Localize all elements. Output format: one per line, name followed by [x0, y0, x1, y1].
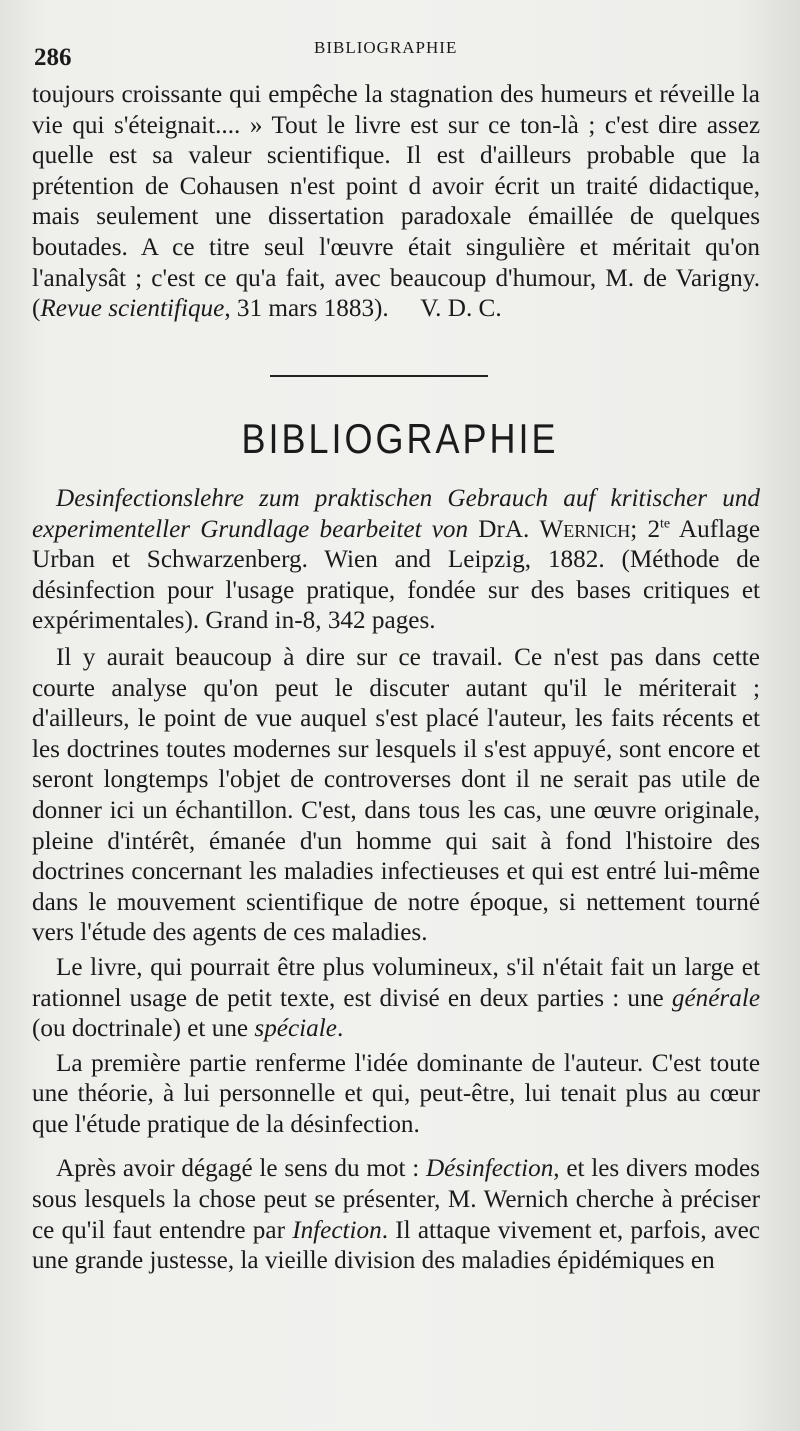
reference-title: Desinfectionslehre zum praktischen Gebrauch auf kritischer und experimenteller Grundlage bearbeitet von: [32, 485, 760, 543]
page-number: 286: [34, 44, 72, 71]
paragraph-4: [32, 1154, 760, 1276]
edition-suffix: te: [660, 516, 671, 532]
paragraph-2-text-b: (ou doctrinale) et une: [32, 1015, 255, 1043]
section-divider: [270, 375, 488, 377]
source-title: Revue scientifique: [40, 295, 225, 323]
paragraph-4-text-a: Après avoir dégagé le sens du mot :: [56, 1155, 426, 1183]
edition-number: 2: [647, 515, 661, 543]
source-date: , 31 mars 1883).: [224, 295, 389, 323]
top-paragraph-text: toujours croissante qui empêche la stagnation des humeurs et réveille la vie qui s'éteignait.... » Tout le livre est sur ce ton-là ; c'est dire assez quelle est sa valeur scientifique. Il est d'ailleurs probable que la prétention de Cohausen n'est point d avoir écrit un traité didactique, mais seulement une dissertation paradoxale émaillée de quelques boutades. A ce titre seul l'œuvre était singulière et méritait qu'on l'analysât ; c'est ce qu'a fait, avec beaucoup d'humour, M. de Varigny. (: [32, 81, 760, 323]
reference-details: Auflage Urban et Schwarzenberg. Wien and Leipzig, 1882. (Méthode de désinfection pour l'usage pratique, fondée sur des bases critiques et expérimentales). Grand in-8, 342 pages.: [32, 515, 761, 635]
signature: V. D. C.: [420, 295, 502, 323]
bibliography-body: [32, 484, 760, 1277]
paragraph-1: Il y aurait beaucoup à dire sur ce travail. Ce n'est pas dans cette courte analyse qu'on peut le discuter autant qu'il le mériterait ; d'ailleurs, le point de vue auquel s'est placé l'auteur, les faits récents et les doctrines toutes modernes sur lesquels il s'est appuyé, sont encore et seront longtemps l'objet de controverses dont il ne serait pas utile de donner ici un échantillon. C'est, dans tous les cas, une œuvre originale, pleine d'intérêt, émanée d'un homme qui sait à fond l'histoire des doctrines concernant les maladies infectieuses et qui est entré lui-même dans le mouvement scientifique de notre époque, si nettement tourné vers l'étude des agents de ces maladies.: [32, 643, 760, 947]
running-head: BIBLIOGRAPHIE: [314, 38, 458, 57]
top-paragraph-block: [32, 80, 760, 325]
paragraph-4-italic-a: Désinfection: [425, 1155, 554, 1183]
author-name: Wernich: [539, 515, 631, 543]
paragraph-2-italic-b: spéciale: [254, 1015, 337, 1043]
section-title: BIBLIOGRAPHIE: [241, 414, 559, 462]
paragraph-2-text-c: .: [336, 1015, 344, 1043]
paragraph-2-italic-a: générale: [671, 984, 760, 1012]
reference-entry: Desinfectionslehre zum praktischen Gebrauch auf kritischer und experimenteller Grundlage bearbeitet von DrA. Wernich; $2^{te}$ Auflage Urban et Schwarzenberg. Wien and Leipzig, 1882. (Méthode de désinfection pour l'usage pratique, fondée sur des bases critiques et expérimentales). Grand in-8, 342 pages.: [32, 485, 761, 635]
paragraph-4-text-b: , et les divers modes sous lesquels la chose peut se présenter, M. Wernich cherche à préciser ce qu'il faut entendre par: [32, 1155, 760, 1244]
paragraph-4-italic-b: Infection: [292, 1216, 382, 1244]
paragraph-2: [32, 953, 760, 1045]
author-prefix: Dr: [478, 515, 505, 543]
paragraph-2-text-a: Le livre, qui pourrait être plus volumineux, s'il n'était fait un large et rationnel usage de petit texte, est divisé en deux parties : une: [32, 953, 760, 1012]
top-paragraph: [32, 80, 760, 325]
paragraph-4-text-c: . Il attaque vivement et, parfois, avec une grande justesse, la vieille division des maladies épidémiques en: [32, 1216, 760, 1275]
paragraph-3: La première partie renferme l'idée dominante de l'auteur. C'est toute une théorie, à lui personnelle et qui, peut-être, lui tenait plus au cœur que l'étude pratique de la désinfection.: [32, 1049, 760, 1138]
page-header: [34, 36, 760, 76]
author-initial: A.: [504, 515, 530, 543]
